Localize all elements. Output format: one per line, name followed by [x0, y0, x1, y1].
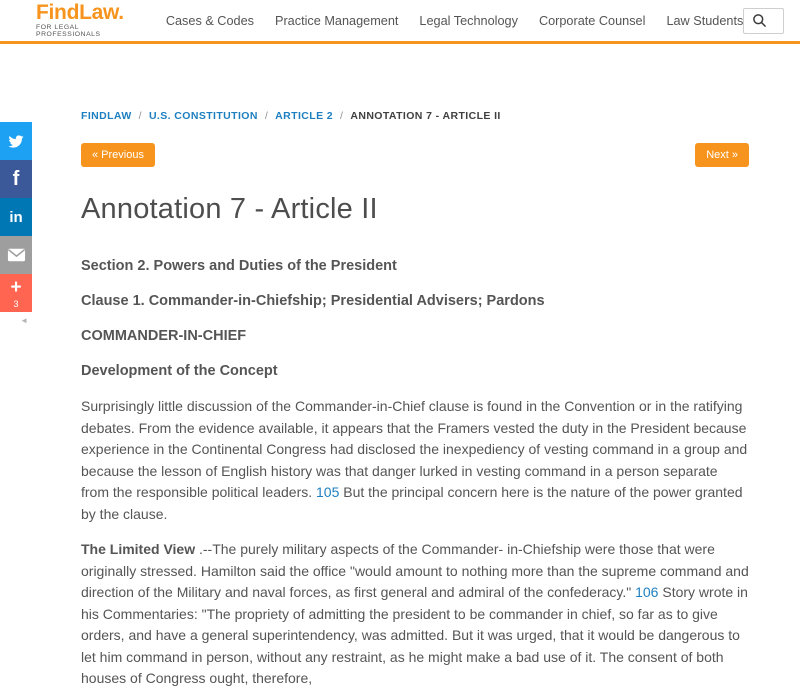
- email-icon: [7, 248, 26, 262]
- share-email-button[interactable]: [0, 236, 32, 274]
- nav-item-practice-management[interactable]: Practice Management: [274, 13, 399, 28]
- linkedin-icon: in: [9, 208, 23, 226]
- breadcrumb-us-constitution[interactable]: U.S. CONSTITUTION: [148, 110, 258, 122]
- heading-development-of-concept: Development of the Concept: [81, 363, 278, 379]
- page-title: Annotation 7 - Article II: [81, 193, 378, 225]
- nav-item-corporate-counsel[interactable]: Corporate Counsel: [538, 13, 646, 28]
- share-sidebar: [0, 122, 32, 325]
- main-content: [81, 44, 749, 690]
- share-linkedin-button[interactable]: [0, 198, 32, 236]
- main-nav: [166, 14, 744, 28]
- share-facebook-button[interactable]: [0, 160, 32, 198]
- previous-button[interactable]: « Previous: [81, 143, 155, 167]
- paragraph-text: .--The purely military aspects of the Commander- in-Chiefship were those that were originally stressed. Hamilton said the office "would amount to nothing more than the supreme command and direction of the Military and naval forces, as first general and admiral of the confederacy.": [81, 541, 749, 600]
- breadcrumb: [81, 110, 749, 122]
- breadcrumb-separator: /: [138, 110, 142, 122]
- footnote-link-106[interactable]: 106: [635, 584, 659, 600]
- twitter-icon: [7, 134, 25, 149]
- share-twitter-button[interactable]: [0, 122, 32, 160]
- breadcrumb-separator: /: [340, 110, 344, 122]
- plus-icon: +: [10, 276, 22, 298]
- logo-title: FindLaw.: [36, 1, 124, 24]
- paragraph-development: [81, 396, 749, 525]
- nav-item-legal-technology[interactable]: Legal Technology: [419, 13, 518, 28]
- paragraph-bold-lead: The Limited View: [81, 541, 196, 557]
- share-more-button[interactable]: [0, 274, 32, 312]
- breadcrumb-article-2[interactable]: ARTICLE 2: [275, 110, 334, 122]
- share-collapse-arrow-icon[interactable]: ◄: [20, 316, 28, 325]
- breadcrumb-current: ANNOTATION 7 - ARTICLE II: [350, 110, 501, 122]
- facebook-icon: f: [12, 167, 20, 190]
- footnote-link-105[interactable]: 105: [316, 484, 340, 500]
- breadcrumb-findlaw[interactable]: FINDLAW: [81, 110, 132, 122]
- heading-section-2: Section 2. Powers and Duties of the President: [81, 258, 397, 274]
- nav-item-law-students[interactable]: Law Students: [666, 13, 744, 28]
- search-icon[interactable]: [752, 13, 767, 28]
- search-box[interactable]: [743, 8, 784, 34]
- next-button[interactable]: Next »: [695, 143, 749, 167]
- breadcrumb-separator: /: [264, 110, 269, 122]
- paragraph-text: But the principal concern here is the nature of the power granted by the clause.: [81, 484, 743, 522]
- heading-clause-1: Clause 1. Commander-in-Chiefship; Presidential Advisers; Pardons: [81, 293, 545, 309]
- findlaw-logo[interactable]: [36, 3, 124, 38]
- pagination-row: [81, 143, 749, 167]
- paragraph-text: Story wrote in his Commentaries: "The propriety of admitting the president to be commander in chief, so far as to give orders, and have a general superintendency, was admitted. But it was urged, that it would be dangerous to let him command in person, without any restraint, as he might make a bad use of it. The consent of both houses of Congress ought, therefore,: [81, 584, 748, 686]
- heading-commander-in-chief: COMMANDER-IN-CHIEF: [81, 328, 247, 344]
- site-header: [0, 0, 800, 44]
- paragraph-limited-view: [81, 539, 749, 690]
- nav-item-cases-codes[interactable]: Cases & Codes: [165, 13, 254, 28]
- annotation-body: [81, 256, 749, 690]
- share-count: 3: [13, 298, 19, 309]
- paragraph-text: Surprisingly little discussion of the Commander-in-Chief clause is found in the Convention or in the ratifying debates. From the evidence available, it appears that the Framers vested the duty in the President because experience in the Continental Congress had disclosed the inexpediency of vesting command in a group and because the lesson of English history was that danger lurked in vesting command in a person separate from the responsible political leaders.: [81, 398, 748, 500]
- logo-tagline: FOR LEGAL PROFESSIONALS: [36, 24, 101, 38]
